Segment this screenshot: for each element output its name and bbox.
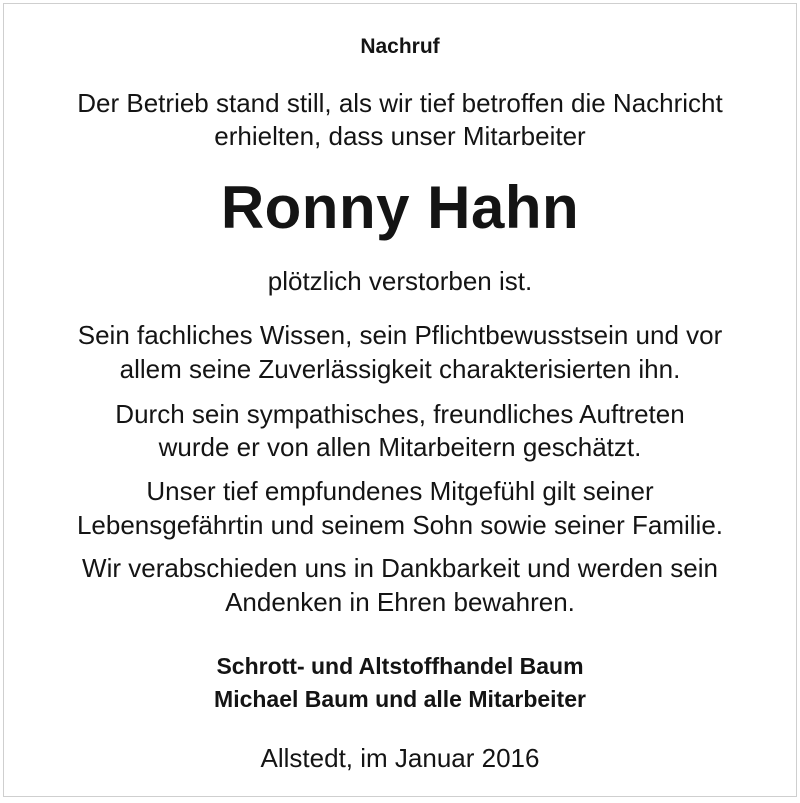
sender-company: Schrott- und Altstoffhandel Baum	[216, 653, 584, 679]
place-and-date: Allstedt, im Januar 2016	[260, 743, 540, 773]
deceased-name: Ronny Hahn	[220, 174, 580, 241]
intro-line-1: Der Betrieb stand still, als wir tief betroffen die Nachricht	[77, 88, 723, 118]
paragraph-1-line-2: allem seine Zuverlässigkeit charakterisierten ihn.	[119, 354, 681, 384]
obituary-notice	[3, 3, 797, 797]
paragraph-4-line-1: Wir verabschieden uns in Dankbarkeit und werden sein	[82, 553, 718, 583]
paragraph-1-line-1: Sein fachliches Wissen, sein Pflichtbewusstsein und vor	[77, 320, 723, 350]
paragraph-4-line-2: Andenken in Ehren bewahren.	[225, 587, 575, 617]
paragraph-3-line-1: Unser tief empfundenes Mitgefühl gilt seiner	[146, 476, 654, 506]
intro-line-2: erhielten, dass unser Mitarbeiter	[214, 121, 586, 151]
notice-heading: Nachruf	[360, 35, 440, 58]
sender-staff: Michael Baum und alle Mitarbeiter	[214, 686, 586, 712]
paragraph-2-line-1: Durch sein sympathisches, freundliches Auftreten	[115, 399, 685, 429]
paragraph-2-line-2: wurde er von allen Mitarbeitern geschätzt.	[158, 432, 642, 462]
passed-away-line: plötzlich verstorben ist.	[267, 266, 533, 296]
paragraph-3-line-2: Lebensgefährtin und seinem Sohn sowie seiner Familie.	[76, 510, 724, 540]
